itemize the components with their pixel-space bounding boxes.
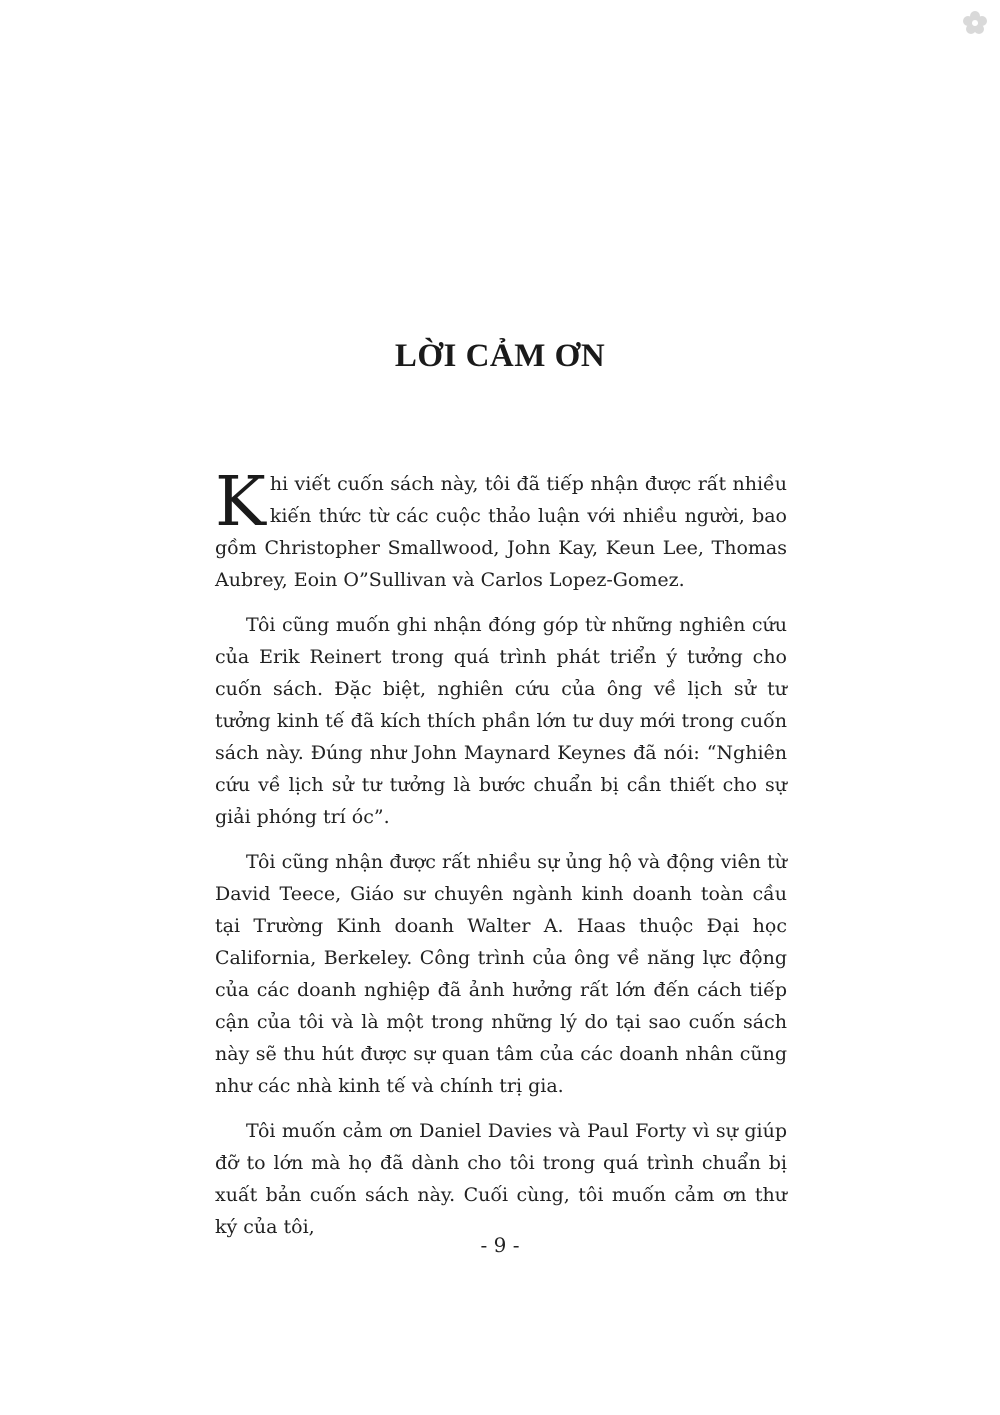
page-number: - 9 - [480,1233,520,1257]
page-title: LỜI CẢM ƠN [394,338,606,374]
drop-cap: K [215,463,266,542]
paragraph-4: Tôi muốn cảm ơn Daniel Davies và Paul Forty vì sự giúp đỡ to lớn mà họ đã dành cho tôi trong quá trình chuẩn bị xuất bản cuốn sách này. Cuối cùng, tôi muốn cảm ơn thư ký của tôi, [215,1120,787,1238]
paragraph-1 [215,463,787,596]
paragraph-2: Tôi cũng muốn ghi nhận đóng góp từ những nghiên cứu của Erik Reinert trong quá trình phát triển ý tưởng cho cuốn sách. Đặc biệt, nghiên cứu của ông về lịch sử tư tưởng kinh tế đã kích thích phần lớn tư duy mới trong cuốn sách này. Đúng như John Maynard Keynes đã nói: “Nghiên cứu về lịch sử tư tưởng là bước chuẩn bị cần thiết cho sự giải phóng trí óc”. [215,614,787,828]
paragraph-1-text: hi viết cuốn sách này, tôi đã tiếp nhận được rất nhiều kiến thức từ các cuộc thảo luận với nhiều người, bao gồm Christopher Smallwood, John Kay, Keun Lee, Thomas Aubrey, Eoin O”Sullivan và Carlos Lopez-Gomez. [215,473,787,591]
paragraph-3: Tôi cũng nhận được rất nhiều sự ủng hộ và động viên từ David Teece, Giáo sư chuyên ngành kinh doanh toàn cầu tại Trường Kinh doanh Walter A. Haas thuộc Đại học California, Berkeley. Công trình của ông về năng lực động của các doanh nghiệp đã ảnh hưởng rất lớn đến cách tiếp cận của tôi và là một trong những lý do tại sao cuốn sách này sẽ thu hút được sự quan tâm của các doanh nhân cũng như các nhà kinh tế và chính trị gia. [215,851,787,1097]
flower-watermark-icon [962,10,988,36]
body-text [215,463,787,1256]
